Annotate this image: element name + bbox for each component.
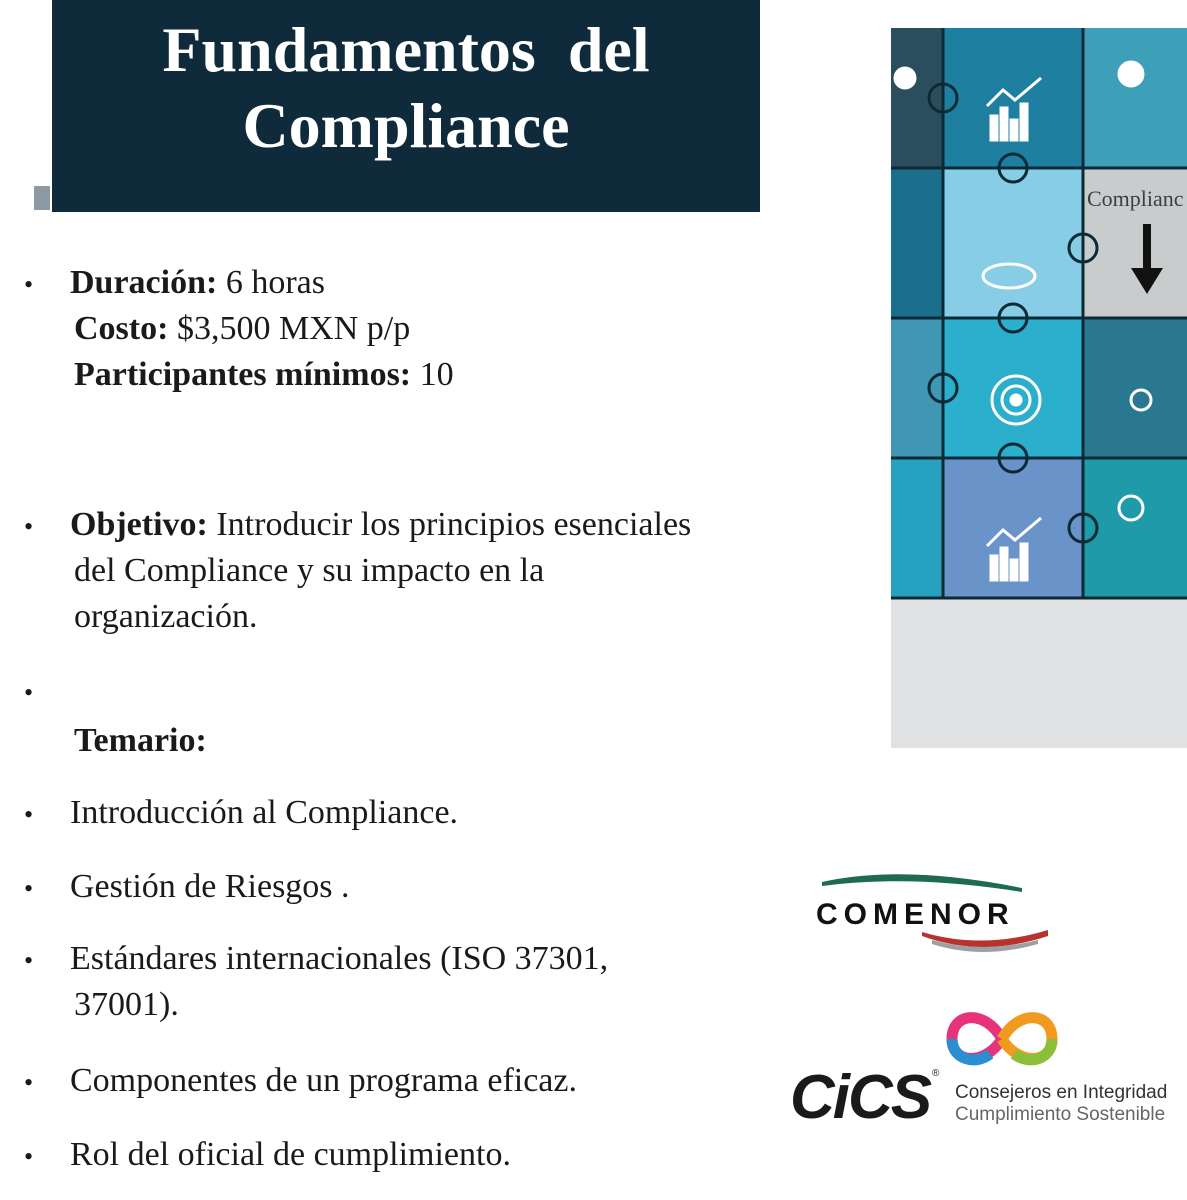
- bullet: •: [24, 946, 34, 975]
- temario-item-text: Componentes de un programa eficaz.: [70, 1062, 577, 1099]
- bullet: •: [24, 800, 34, 829]
- puzzle-graphic: [891, 28, 1187, 748]
- temario-item-line2: 37001).: [74, 986, 179, 1023]
- down-arrow-icon: [1143, 224, 1151, 274]
- participantes-value: 10: [411, 356, 454, 393]
- cics-tagline-2: Cumplimiento Sostenible: [955, 1104, 1166, 1125]
- objetivo-line1: [70, 502, 864, 548]
- temario-item-line1: Estándares internacionales (ISO 37301,: [70, 940, 609, 977]
- objetivo-label: Objetivo:: [70, 506, 208, 543]
- cics-wordmark: CiCS: [790, 1063, 931, 1132]
- cics-tagline-1: Consejeros en Integridad: [955, 1082, 1168, 1103]
- duracion-label: Duración:: [70, 264, 218, 301]
- page-title: [52, 12, 760, 164]
- page-title-line2: Compliance: [242, 90, 570, 161]
- details-text: [70, 260, 864, 398]
- comenor-logo: [812, 868, 1062, 958]
- bullet: •: [24, 270, 34, 299]
- objetivo-line2: del Compliance y su impacto en la: [74, 552, 545, 589]
- objetivo-text-1: Introducir los principios esenciales: [207, 506, 692, 543]
- temario-label: [70, 718, 864, 764]
- comenor-wordmark: COMENOR: [816, 898, 1015, 931]
- temario-item-text: Gestión de Riesgos .: [70, 868, 350, 905]
- costo-line: [70, 306, 864, 352]
- costo-value: $3,500 MXN p/p: [168, 310, 411, 347]
- page-title-line1: Fundamentos del: [162, 14, 650, 85]
- duracion-value: 6 horas: [217, 264, 325, 301]
- temario-label-text: Temario:: [74, 722, 207, 759]
- bullet: •: [24, 512, 34, 541]
- infinity-icon: [940, 1004, 1070, 1074]
- bullet: •: [24, 1068, 34, 1097]
- temario-item-text: Introducción al Compliance.: [70, 794, 459, 831]
- bullet: •: [24, 1142, 34, 1171]
- participantes-label: Participantes mínimos:: [74, 356, 412, 393]
- bullet: •: [24, 678, 34, 707]
- title-accent-bar: [34, 186, 50, 210]
- bullet: •: [24, 874, 34, 903]
- cics-registered-mark: ®: [932, 1068, 940, 1079]
- duracion-line: [70, 260, 864, 306]
- participantes-line: [70, 352, 864, 398]
- objetivo-text: [70, 502, 864, 640]
- temario-item-text: [70, 936, 864, 1028]
- objetivo-line3: organización.: [74, 598, 258, 635]
- temario-item-text: Rol del oficial de cumplimiento.: [70, 1136, 511, 1173]
- compliance-label: Complianc: [1087, 186, 1184, 211]
- cics-logo: [790, 1004, 1187, 1144]
- costo-label: Costo:: [74, 310, 169, 347]
- compliance-puzzle-image: [891, 28, 1187, 748]
